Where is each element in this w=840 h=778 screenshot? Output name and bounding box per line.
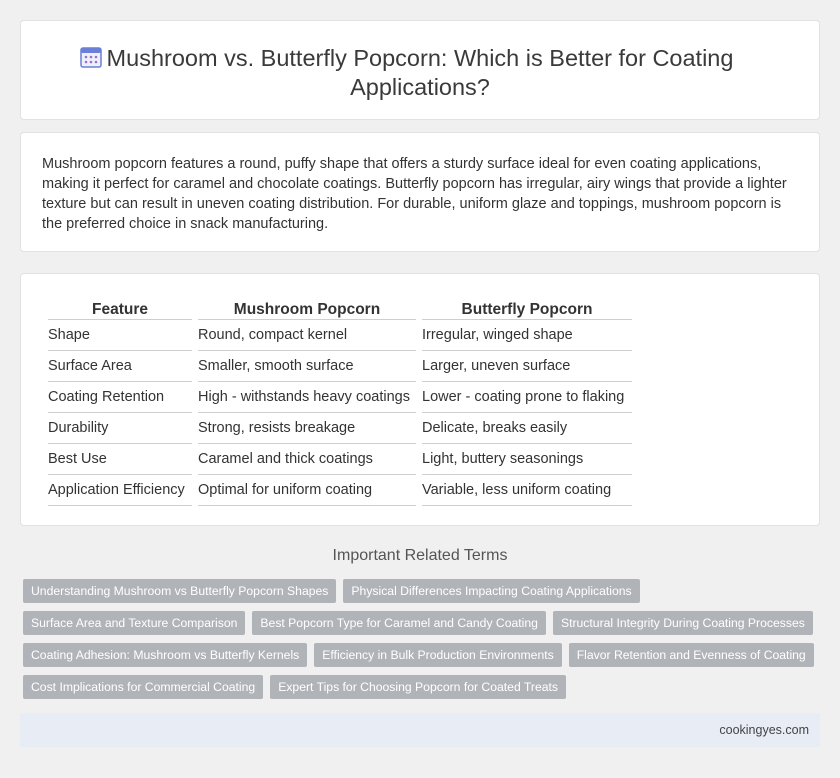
related-term-tag[interactable]: Structural Integrity During Coating Processes [553,611,813,635]
table-cell: Shape [48,320,192,351]
table-cell: Durability [48,413,192,444]
related-term-tag[interactable]: Coating Adhesion: Mushroom vs Butterfly Kernels [23,643,307,667]
page-title: Mushroom vs. Butterfly Popcorn: Which is Better for Coating Applications? [106,45,734,100]
tag-row [23,611,823,643]
column-header-butterfly: Butterfly Popcorn [422,296,632,320]
intro-card [20,132,820,252]
table-row [48,351,632,382]
table-cell: Light, buttery seasonings [422,444,632,475]
related-term-tag[interactable]: Flavor Retention and Evenness of Coating [569,643,814,667]
footer-bar [20,713,820,747]
table-row [48,413,632,444]
related-terms-heading: Important Related Terms [332,547,508,564]
table-cell: Optimal for uniform coating [198,475,416,506]
table-cell: Round, compact kernel [198,320,416,351]
table-cell: High - withstands heavy coatings [198,382,416,413]
table-row [48,382,632,413]
tag-row [23,579,823,611]
related-term-tag[interactable]: Understanding Mushroom vs Butterfly Popcorn Shapes [23,579,336,603]
table-cell: Surface Area [48,351,192,382]
table-cell: Application Efficiency [48,475,192,506]
header-card [20,20,820,120]
comparison-card [20,273,820,526]
related-term-tag[interactable]: Physical Differences Impacting Coating Applications [343,579,639,603]
footer-site-name[interactable]: cookingyes.com [719,723,809,737]
related-terms-tags [23,579,823,707]
table-cell: Irregular, winged shape [422,320,632,351]
column-header-mushroom: Mushroom Popcorn [198,296,416,320]
table-row [48,320,632,351]
intro-paragraph: Mushroom popcorn features a round, puffy shape that offers a sturdy surface ideal for even coating applications, making it perfect for caramel and chocolate coatings. Butterfly popcorn has irregular, airy wings that provide a lighter texture but can result in uneven coating distribution. For durable, uniform glaze and toppings, mushroom popcorn is the preferred choice in snack manufacturing. [42,156,787,232]
table-cell: Strong, resists breakage [198,413,416,444]
table-cell: Variable, less uniform coating [422,475,632,506]
table-cell: Lower - coating prone to flaking [422,382,632,413]
tag-row [23,643,823,675]
tag-row [23,675,823,707]
table-cell: Larger, uneven surface [422,351,632,382]
table-cell: Delicate, breaks easily [422,413,632,444]
table-row [48,444,632,475]
table-cell: Best Use [48,444,192,475]
table-header-row [48,296,632,320]
table-cell: Coating Retention [48,382,192,413]
related-term-tag[interactable]: Surface Area and Texture Comparison [23,611,245,635]
related-term-tag[interactable]: Efficiency in Bulk Production Environments [314,643,561,667]
related-term-tag[interactable]: Best Popcorn Type for Caramel and Candy Coating [252,611,546,635]
table-cell: Smaller, smooth surface [198,351,416,382]
table-cell: Caramel and thick coatings [198,444,416,475]
comparison-table [42,296,638,506]
table-row [48,475,632,506]
column-header-feature: Feature [48,296,192,320]
related-term-tag[interactable]: Cost Implications for Commercial Coating [23,675,263,699]
related-term-tag[interactable]: Expert Tips for Choosing Popcorn for Coated Treats [270,675,566,699]
